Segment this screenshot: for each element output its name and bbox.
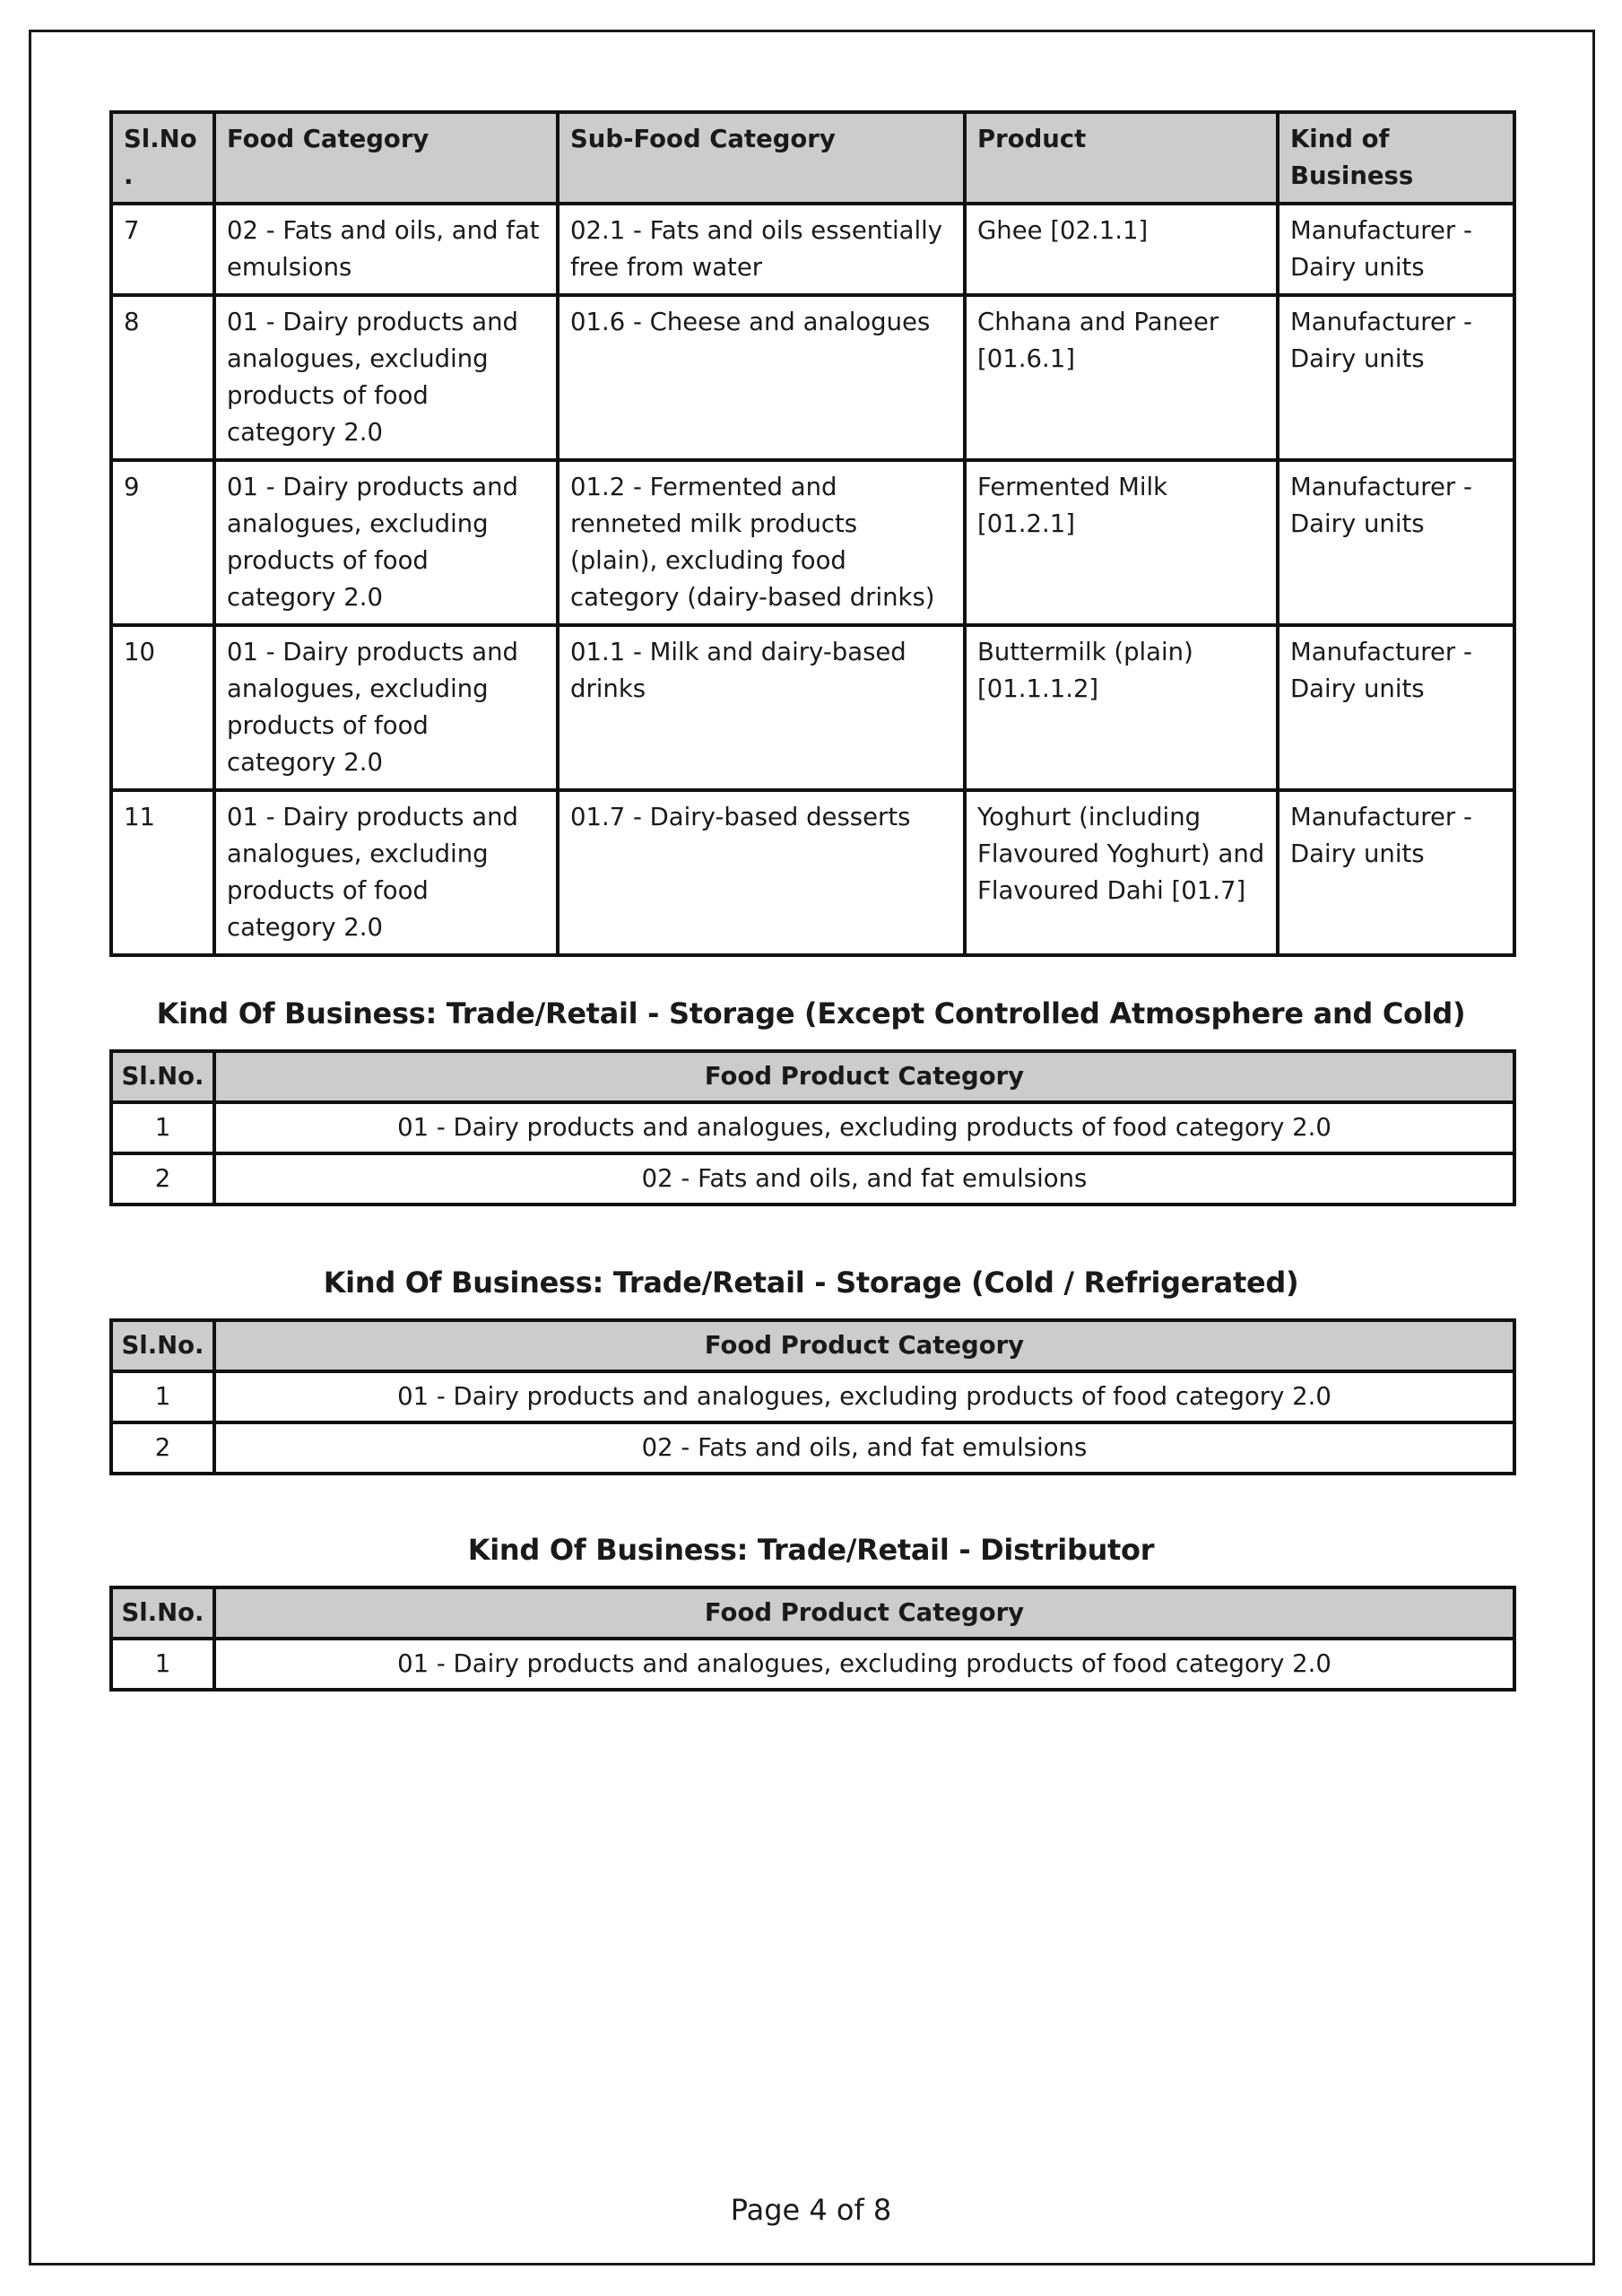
cell-food-product-category: 01 - Dairy products and analogues, excluding products of food category 2.0 (214, 1639, 1514, 1690)
table-row (111, 295, 1514, 460)
cell-kind-of-business: Manufacturer - Dairy units (1278, 295, 1514, 460)
header-sl-no: Sl.No. (111, 1051, 214, 1102)
cell-sub-food-category: 01.1 - Milk and dairy-based drinks (558, 625, 965, 790)
table-row (111, 1102, 1514, 1153)
storage-cold-table (109, 1318, 1516, 1475)
table-header-row (111, 1587, 1514, 1639)
cell-food-category: 01 - Dairy products and analogues, excluding products of food category 2.0 (214, 460, 558, 625)
cell-sub-food-category: 01.2 - Fermented and renneted milk products (plain), excluding food category (dairy-based drinks) (558, 460, 965, 625)
cell-food-category: 01 - Dairy products and analogues, excluding products of food category 2.0 (214, 790, 558, 955)
cell-product: Buttermilk (plain) [01.1.1.2] (965, 625, 1278, 790)
cell-kind-of-business: Manufacturer - Dairy units (1278, 460, 1514, 625)
header-kind-of-business: Kind of Business (1278, 112, 1514, 204)
header-sl-no: Sl.No. (111, 1320, 214, 1371)
table-row (111, 625, 1514, 790)
section-heading-storage-cold: Kind Of Business: Trade/Retail - Storage (Cold / Refrigerated) (323, 1265, 1299, 1300)
cell-sl-no: 1 (111, 1102, 214, 1153)
cell-food-product-category: 02 - Fats and oils, and fat emulsions (214, 1422, 1514, 1474)
table-header-row (111, 1320, 1514, 1371)
header-food-category: Food Category (214, 112, 558, 204)
cell-food-product-category: 01 - Dairy products and analogues, excluding products of food category 2.0 (214, 1371, 1514, 1422)
cell-sl-no: 1 (111, 1639, 214, 1690)
table-header-row (111, 1051, 1514, 1102)
cell-sub-food-category: 02.1 - Fats and oils essentially free from water (558, 204, 965, 295)
cell-food-category: 01 - Dairy products and analogues, excluding products of food category 2.0 (214, 295, 558, 460)
table-row (111, 1371, 1514, 1422)
cell-product: Yoghurt (including Flavoured Yoghurt) and Flavoured Dahi [01.7] (965, 790, 1278, 955)
cell-sl-no: 2 (111, 1153, 214, 1205)
section-heading-storage-except-cold: Kind Of Business: Trade/Retail - Storage (Except Controlled Atmosphere and Cold) (156, 996, 1466, 1031)
cell-product: Chhana and Paneer [01.6.1] (965, 295, 1278, 460)
cell-sl-no: 11 (111, 790, 214, 955)
table-row (111, 1422, 1514, 1474)
table-row (111, 790, 1514, 955)
header-food-product-category: Food Product Category (214, 1587, 1514, 1639)
cell-sl-no: 8 (111, 295, 214, 460)
cell-product: Ghee [02.1.1] (965, 204, 1278, 295)
distributor-table (109, 1586, 1516, 1692)
page-number: Page 4 of 8 (730, 2193, 892, 2227)
cell-sl-no: 1 (111, 1371, 214, 1422)
food-category-table (109, 110, 1516, 957)
cell-sl-no: 2 (111, 1422, 214, 1474)
section-heading-distributor: Kind Of Business: Trade/Retail - Distributor (467, 1533, 1155, 1567)
cell-food-product-category: 01 - Dairy products and analogues, excluding products of food category 2.0 (214, 1102, 1514, 1153)
cell-sl-no: 9 (111, 460, 214, 625)
cell-kind-of-business: Manufacturer - Dairy units (1278, 625, 1514, 790)
table-row (111, 204, 1514, 295)
table-row (111, 1639, 1514, 1690)
cell-kind-of-business: Manufacturer - Dairy units (1278, 204, 1514, 295)
cell-sl-no: 10 (111, 625, 214, 790)
cell-food-category: 01 - Dairy products and analogues, excluding products of food category 2.0 (214, 625, 558, 790)
cell-sub-food-category: 01.6 - Cheese and analogues (558, 295, 965, 460)
cell-food-product-category: 02 - Fats and oils, and fat emulsions (214, 1153, 1514, 1205)
table-row (111, 460, 1514, 625)
cell-food-category: 02 - Fats and oils, and fat emulsions (214, 204, 558, 295)
cell-product: Fermented Milk [01.2.1] (965, 460, 1278, 625)
header-sub-food-category: Sub-Food Category (558, 112, 965, 204)
header-food-product-category: Food Product Category (214, 1051, 1514, 1102)
header-food-product-category: Food Product Category (214, 1320, 1514, 1371)
storage-except-cold-table (109, 1049, 1516, 1206)
cell-kind-of-business: Manufacturer - Dairy units (1278, 790, 1514, 955)
header-product: Product (965, 112, 1278, 204)
cell-sl-no: 7 (111, 204, 214, 295)
header-sl-no: Sl.No. (111, 112, 214, 204)
cell-sub-food-category: 01.7 - Dairy-based desserts (558, 790, 965, 955)
table-row (111, 1153, 1514, 1205)
table-header-row (111, 112, 1514, 204)
header-sl-no: Sl.No. (111, 1587, 214, 1639)
